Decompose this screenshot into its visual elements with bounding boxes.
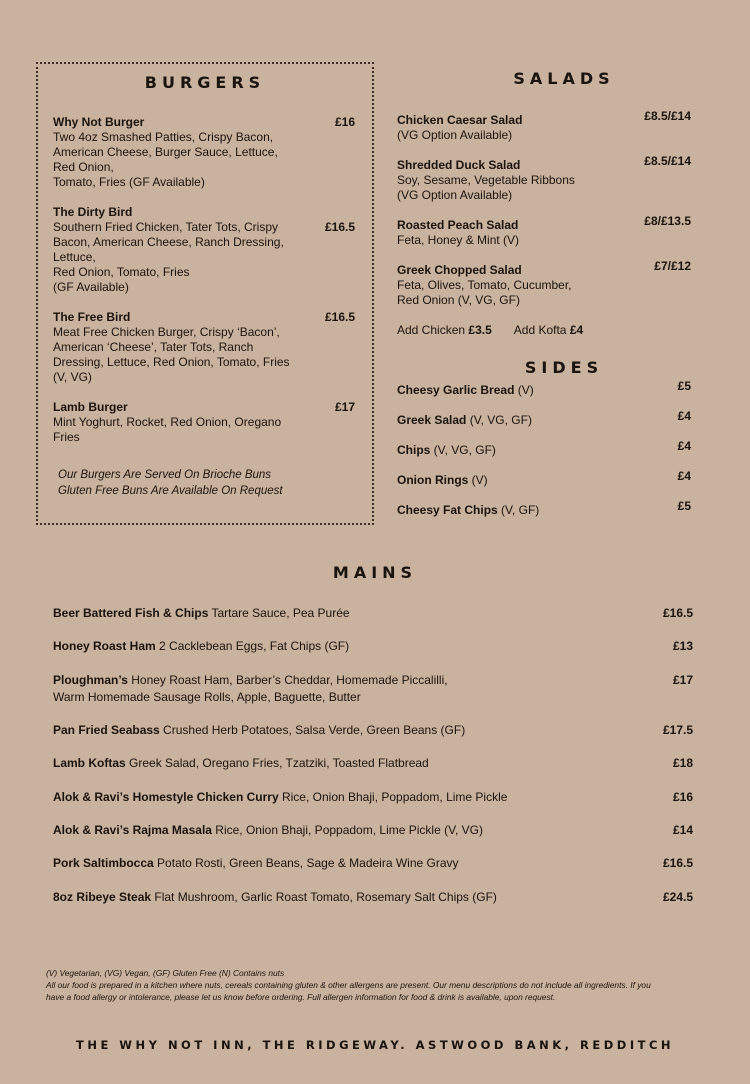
burger-desc: Mint Yoghurt, Rocket, Red Onion, Oregano — [53, 415, 282, 429]
salad-desc: Red Onion (V, VG, GF) — [397, 293, 520, 307]
burger-price: £16.5 — [324, 220, 355, 234]
main-item — [53, 605, 693, 622]
main-desc: Crushed Herb Potatoes, Salsa Verde, Green Beans (GF) — [159, 723, 466, 737]
salad-desc: (VG Option Available) — [397, 128, 513, 142]
burger-desc: Tomato, Fries (GF Available) — [53, 175, 205, 189]
side-name: Greek Salad — [397, 413, 467, 427]
burger-desc: Southern Fried Chicken, Tater Tots, Crispy — [53, 220, 278, 234]
burger-desc: (GF Available) — [53, 280, 129, 294]
salad-addons — [397, 323, 691, 338]
main-price: £16.5 — [662, 856, 693, 870]
main-desc: Rice, Onion Bhaji, Poppadom, Lime Pickle (V, VG) — [211, 823, 483, 837]
burger-name: Lamb Burger — [53, 400, 128, 414]
main-name: Beer Battered Fish & Chips — [53, 606, 209, 620]
burger-item — [53, 115, 355, 190]
burger-note-line: Gluten Free Buns Are Available On Request — [58, 485, 283, 497]
burgers-heading: BURGERS — [144, 73, 266, 92]
main-item — [53, 855, 693, 872]
main-name: Pork Saltimbocca — [53, 856, 154, 870]
main-item — [53, 822, 693, 839]
main-item — [53, 672, 693, 706]
burger-desc: (V, VG) — [53, 370, 92, 384]
main-desc: Honey Roast Ham, Barber’s Cheddar, Homemade Piccalilli, — [127, 673, 448, 687]
side-price: £4 — [677, 409, 691, 423]
burger-name: Why Not Burger — [53, 115, 145, 129]
side-tag: (V, GF) — [497, 503, 540, 517]
burger-note-line: Our Burgers Are Served On Brioche Buns — [58, 469, 272, 481]
main-price: £17.5 — [662, 723, 693, 737]
side-tag: (V) — [514, 383, 534, 397]
side-name: Onion Rings — [397, 473, 469, 487]
side-price: £4 — [677, 439, 691, 453]
main-price: £16 — [672, 790, 693, 804]
side-name: Chips — [397, 443, 431, 457]
sides-heading: SIDES — [524, 358, 604, 377]
main-price: £18 — [672, 756, 693, 770]
main-price: £24.5 — [662, 890, 693, 904]
main-item — [53, 638, 693, 655]
salad-name: Greek Chopped Salad — [397, 263, 522, 277]
side-item — [397, 409, 691, 428]
burger-name: The Free Bird — [53, 310, 131, 324]
burger-desc: Red Onion, Tomato, Fries — [53, 265, 190, 279]
main-desc: Flat Mushroom, Garlic Roast Tomato, Rosemary Salt Chips (GF) — [151, 890, 497, 904]
main-price: £14 — [672, 823, 693, 837]
footnote-line: have a food allergy or intolerance, please let us know before ordering. Full allergen information for food & drink is available, upon request. — [46, 992, 556, 1002]
footnote-line: All our food is prepared in a kitchen where nuts, cereals containing gluten & other allergens are present. Our menu descriptions do not include all ingredients. If you — [46, 980, 651, 990]
main-item — [53, 722, 693, 739]
side-item — [397, 469, 691, 488]
salad-desc: Soy, Sesame, Vegetable Ribbons — [397, 173, 575, 187]
venue-address: THE WHY NOT INN, THE RIDGEWAY. ASTWOOD BANK, REDDITCH — [75, 1038, 675, 1052]
main-desc: Greek Salad, Oregano Fries, Tzatziki, Toasted Flatbread — [125, 756, 429, 770]
main-name: Alok & Ravi’s Rajma Masala — [53, 823, 212, 837]
main-name: 8oz Ribeye Steak — [53, 890, 152, 904]
main-desc: Rice, Onion Bhaji, Poppadom, Lime Pickle — [278, 790, 508, 804]
footnote-line: (V) Vegetarian, (VG) Vegan, (GF) Gluten Free (N) Contains nuts — [46, 968, 285, 978]
salad-item — [397, 259, 691, 308]
salad-item — [397, 109, 691, 143]
salad-price: £7/£12 — [654, 259, 691, 273]
salad-desc: Feta, Olives, Tomato, Cucumber, — [397, 278, 572, 292]
burger-item — [53, 310, 355, 385]
salad-price: £8.5/£14 — [644, 109, 691, 123]
side-name: Cheesy Garlic Bread — [397, 383, 515, 397]
burger-desc: American Cheese, Burger Sauce, Lettuce, — [53, 145, 278, 159]
burger-desc: Fries — [53, 430, 80, 444]
salad-price: £8.5/£14 — [644, 154, 691, 168]
burger-item — [53, 205, 355, 295]
main-name: Lamb Koftas — [53, 756, 126, 770]
salad-desc: Feta, Honey & Mint (V) — [397, 233, 520, 247]
side-item — [397, 439, 691, 458]
main-name: Alok & Ravi’s Homestyle Chicken Curry — [53, 790, 279, 804]
main-price: £17 — [672, 673, 693, 687]
salad-name: Roasted Peach Salad — [397, 218, 519, 232]
main-name: Ploughman’s — [53, 673, 128, 687]
burger-price: £16 — [334, 115, 355, 129]
burger-desc: Red Onion, — [53, 160, 114, 174]
side-item — [397, 379, 691, 398]
add-chicken-label: Add Chicken — [397, 323, 466, 337]
salad-item — [397, 214, 691, 248]
add-chicken-price: £3.5 — [468, 323, 492, 337]
burger-note — [58, 467, 283, 499]
side-name: Cheesy Fat Chips — [397, 503, 498, 517]
burger-desc: Dressing, Lettuce, Red Onion, Tomato, Fries — [53, 355, 290, 369]
main-desc: Potato Rosti, Green Beans, Sage & Madeira Wine Gravy — [153, 856, 459, 870]
burger-desc: American ‘Cheese’, Tater Tots, Ranch — [53, 340, 254, 354]
side-price: £5 — [677, 499, 691, 513]
burger-desc: Bacon, American Cheese, Ranch Dressing, — [53, 235, 284, 249]
main-desc-line2: Warm Homemade Sausage Rolls, Apple, Baguette, Butter — [53, 690, 361, 704]
main-desc: Tartare Sauce, Pea Purée — [208, 606, 350, 620]
side-tag: (V) — [468, 473, 488, 487]
burger-desc: Lettuce, — [53, 250, 96, 264]
side-tag: (V, VG, GF) — [430, 443, 496, 457]
salad-price: £8/£13.5 — [644, 214, 691, 228]
add-kofta-label: Add Kofta — [513, 323, 567, 337]
add-kofta-price: £4 — [569, 323, 584, 337]
mains-heading: MAINS — [332, 563, 418, 582]
side-price: £5 — [677, 379, 691, 393]
allergen-footnote — [46, 967, 716, 1003]
burger-desc: Meat Free Chicken Burger, Crispy ‘Bacon’, — [53, 325, 280, 339]
side-price: £4 — [677, 469, 691, 483]
salad-name: Shredded Duck Salad — [397, 158, 521, 172]
main-item — [53, 789, 693, 806]
main-name: Pan Fried Seabass — [53, 723, 160, 737]
salad-item — [397, 154, 691, 203]
burger-desc: Two 4oz Smashed Patties, Crispy Bacon, — [53, 130, 274, 144]
burger-name: The Dirty Bird — [53, 205, 133, 219]
side-item — [397, 499, 691, 518]
side-tag: (V, VG, GF) — [466, 413, 532, 427]
main-item — [53, 755, 693, 772]
main-price: £13 — [672, 639, 693, 653]
main-item — [53, 889, 693, 906]
salads-heading: SALADS — [513, 69, 615, 88]
main-desc: 2 Cacklebean Eggs, Fat Chips (GF) — [155, 639, 350, 653]
salad-desc: (VG Option Available) — [397, 188, 513, 202]
main-price: £16.5 — [662, 606, 693, 620]
burger-price: £17 — [334, 400, 355, 414]
burger-price: £16.5 — [324, 310, 355, 324]
main-name: Honey Roast Ham — [53, 639, 156, 653]
burger-item — [53, 400, 355, 445]
salad-name: Chicken Caesar Salad — [397, 113, 523, 127]
